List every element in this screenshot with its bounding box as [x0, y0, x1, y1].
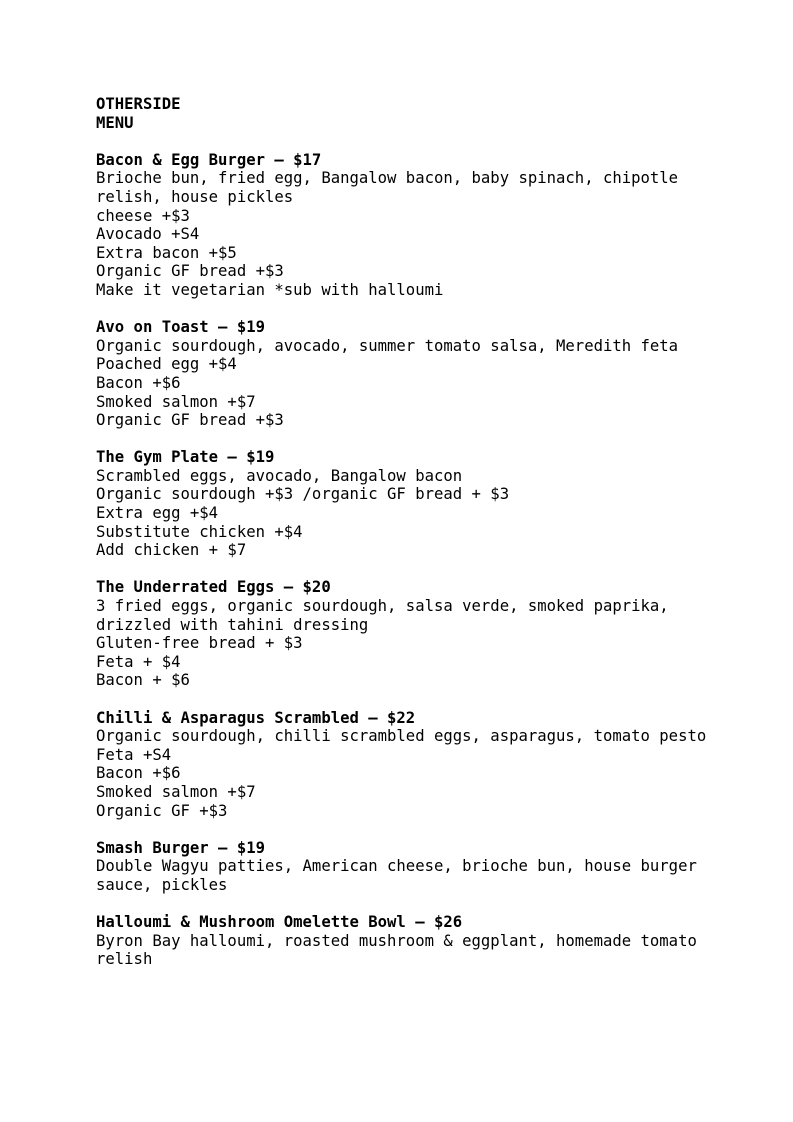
menu-item-title: The Gym Plate – $19: [96, 448, 275, 467]
menu-item: [96, 709, 736, 821]
menu-item-description: Organic sourdough, chilli scrambled eggs, asparagus, tomato pesto: [96, 727, 707, 746]
menu-item-extra: Bacon +$6: [96, 764, 181, 783]
menu-document: [96, 95, 736, 969]
menu-item-title: Smash Burger – $19: [96, 838, 265, 857]
menu-item: [96, 448, 736, 560]
spacer: [96, 560, 736, 579]
menu-item-extra: Poached egg +$4: [96, 355, 237, 374]
menu-item-extra: Extra egg +$4: [96, 504, 219, 523]
menu-item-extra: Substitute chicken +$4: [96, 522, 303, 541]
menu-item-description: Organic sourdough, avocado, summer tomato salsa, Meredith feta: [96, 336, 679, 355]
menu-item-description: Double Wagyu patties, American cheese, brioche bun, house burger sauce, pickles: [96, 857, 707, 894]
menu-item-extra: Extra bacon +$5: [96, 243, 237, 262]
menu-item-extra: cheese +$3: [96, 206, 190, 225]
menu-item-title: The Underrated Eggs – $20: [96, 578, 331, 597]
menu-title: MENU: [96, 113, 134, 132]
menu-item-extra: Organic GF bread +$3: [96, 411, 284, 430]
menu-item: [96, 578, 736, 690]
menu-item-extra: Smoked salmon +$7: [96, 392, 256, 411]
menu-item-extra: Gluten-free bread + $3: [96, 634, 303, 653]
menu-item-title: Bacon & Egg Burger – $17: [96, 150, 322, 169]
menu-item-description: Byron Bay halloumi, roasted mushroom & eggplant, homemade tomato relish: [96, 931, 707, 969]
menu-item-extra: Organic sourdough +$3 /organic GF bread + $3: [96, 485, 510, 504]
menu-item-title: Avo on Toast – $19: [96, 318, 265, 337]
menu-header: [96, 95, 736, 132]
spacer: [96, 300, 736, 319]
menu-item: [96, 913, 736, 969]
menu-item-title: Halloumi & Mushroom Omelette Bowl – $26: [96, 913, 463, 932]
menu-item: [96, 839, 736, 895]
menu-item-description: Scrambled eggs, avocado, Bangalow bacon: [96, 466, 463, 485]
menu-item-extra: Avocado +S4: [96, 225, 200, 244]
spacer: [96, 895, 736, 914]
menu-item-extra: Organic GF bread +$3: [96, 262, 284, 281]
menu-item-extra: Feta +S4: [96, 745, 172, 764]
menu-item-extra: Make it vegetarian *sub with halloumi: [96, 280, 444, 299]
spacer: [96, 820, 736, 839]
menu-item-extra: Bacon +$6: [96, 373, 181, 392]
menu-item-description: Brioche bun, fried egg, Bangalow bacon, baby spinach, chipotle relish, house pickles: [96, 169, 688, 206]
menu-item-extra: Smoked salmon +$7: [96, 782, 256, 801]
menu-item: [96, 318, 736, 430]
spacer: [96, 430, 736, 449]
spacer: [96, 690, 736, 709]
menu-item-extra: Feta + $4: [96, 652, 181, 671]
menu-item-description: 3 fried eggs, organic sourdough, salsa verde, smoked paprika, drizzled with tahini dressing: [96, 597, 679, 634]
menu-item: [96, 151, 736, 300]
menu-item-extra: Organic GF +$3: [96, 801, 228, 820]
spacer: [96, 132, 736, 151]
menu-item-extra: Add chicken + $7: [96, 541, 247, 560]
menu-item-title: Chilli & Asparagus Scrambled – $22: [96, 708, 416, 727]
menu-item-extra: Bacon + $6: [96, 671, 190, 690]
restaurant-name: OTHERSIDE: [96, 95, 181, 113]
